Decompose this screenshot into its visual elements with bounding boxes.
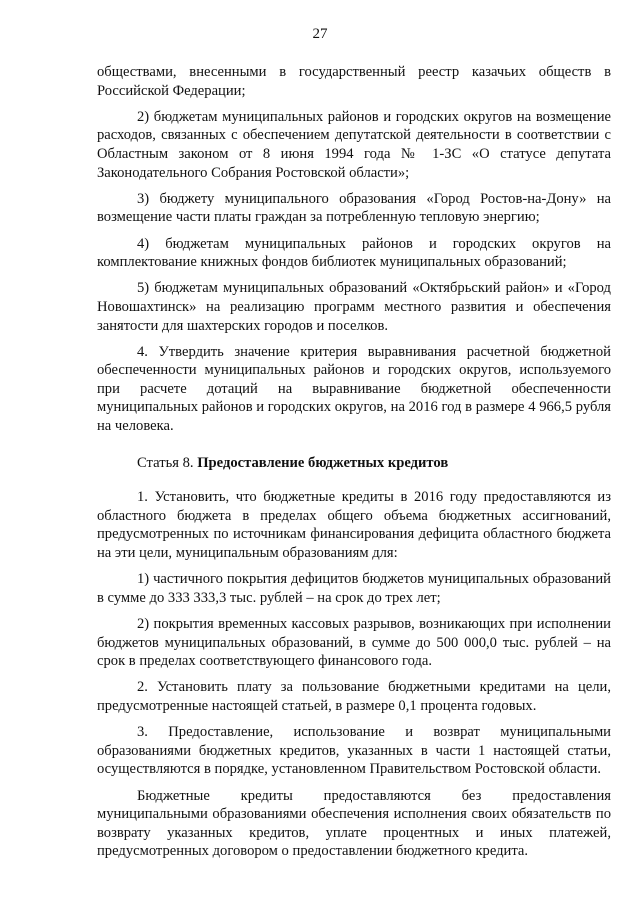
paragraph-subitem-1: 1) частичного покрытия дефицитов бюджетов муниципальных образований в сумме до 333 333,3 тыс. рублей – на срок до трех лет; bbox=[97, 571, 611, 606]
article-heading bbox=[97, 454, 611, 473]
article-title: Предоставление бюджетных кредитов bbox=[197, 454, 449, 471]
paragraph-continuation: обществами, внесенными в государственный реестр казачьих обществ в Российской Федерации; bbox=[97, 64, 611, 99]
paragraph-item-4: 4) бюджетам муниципальных районов и городских округов на комплектование книжных фондов библиотек муниципальных образований; bbox=[97, 235, 611, 271]
paragraph-item-3: 3) бюджету муниципального образования «Город Ростов-на-Дону» на возмещение части платы граждан за потребленную тепловую энергию; bbox=[97, 190, 611, 226]
page-number: 27 bbox=[312, 26, 328, 42]
paragraph-clause-4: 4. Утвердить значение критерия выравнивания расчетной бюджетной обеспеченности муниципальных районов и городских округов, используемого при расчете дотаций на выравнивание бюджетной обеспеченности муниципальных районов и городских округов, на 2016 год в размере 4 966,5 рубля на человека. bbox=[97, 343, 611, 435]
paragraph-clause-3: 3. Предоставление, использование и возврат муниципальными образованиями бюджетных кредитов, указанных в части 1 настоящей статьи, осуществляются в порядке, установленном Правительством Ростовской области. bbox=[97, 724, 611, 778]
paragraph-clause-2: 2. Установить плату за пользование бюджетными кредитами на цели, предусмотренные настоящей статьей, в размере 0,1 процента годовых. bbox=[97, 679, 611, 714]
article-prefix: Статья 8. bbox=[137, 454, 194, 471]
paragraph-clause-1: 1. Установить, что бюджетные кредиты в 2016 году предоставляются из областного бюджета в пределах общего объема бюджетных ассигнований, предусмотренных по источникам финансирования дефицита областного бюджета на эти цели, муниципальным образованиям для: bbox=[97, 489, 611, 562]
paragraph-item-5: 5) бюджетам муниципальных образований «Октябрьский район» и «Город Новошахтинск» на реализацию программ местного развития и обеспечения занятости для шахтерских городов и поселков. bbox=[97, 280, 611, 334]
paragraph-subitem-2: 2) покрытия временных кассовых разрывов, возникающих при исполнении бюджетов муниципальных образований, в сумме до 500 000,0 тыс. рублей – на срок в пределах соответствующего финансового года. bbox=[97, 616, 611, 670]
paragraph-item-2: 2) бюджетам муниципальных районов и городских округов на возмещение расходов, связанных с обеспечением депутатской деятельности в соответствии с Областным законом от 8 июня 1994 года № 1-ЗС «О статусе депутата Законодательного Собрания Ростовской области»; bbox=[97, 108, 611, 181]
paragraph-closing: Бюджетные кредиты предоставляются без предоставления муниципальными образованиями обеспечения исполнения своих обязательств по возврату указанных кредитов, уплате процентных и иных платежей, предусмотренных договором о предоставлении бюджетного кредита. bbox=[97, 787, 611, 860]
document-body bbox=[97, 63, 611, 869]
